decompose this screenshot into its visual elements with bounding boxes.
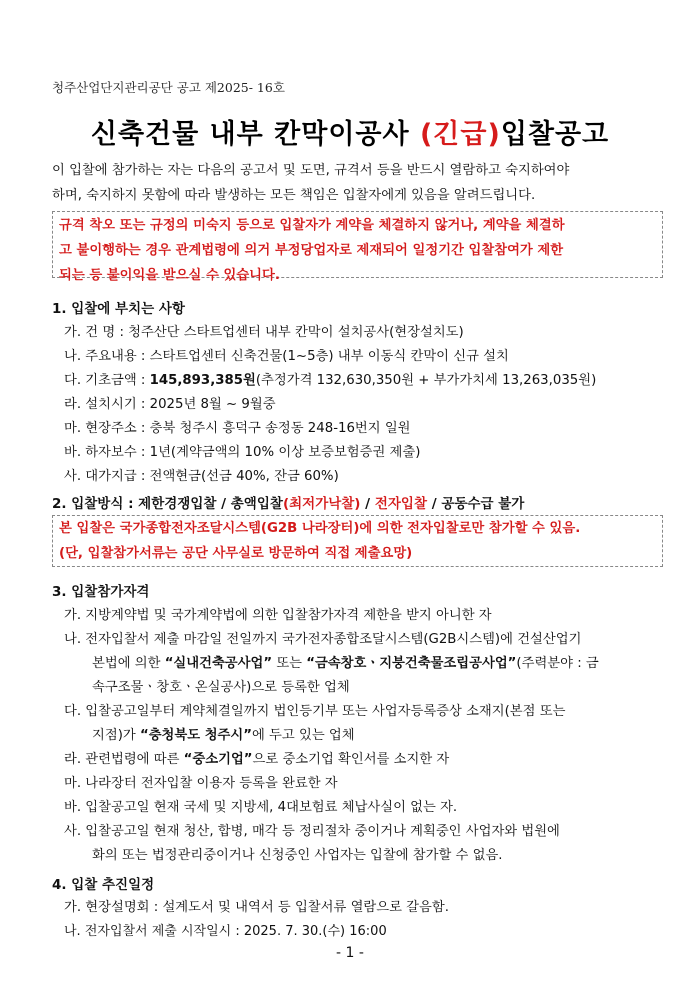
warning-line: 되는 등 불이익을 받으실 수 있습니다. xyxy=(59,268,280,283)
section-1-item: 사. 대가지급 : 전액현금(선금 40%, 잔금 60%) xyxy=(64,469,339,484)
section-1-item: 라. 설치시기 : 2025년 8월 ~ 9월중 xyxy=(64,397,276,412)
e-bidding-notice-box xyxy=(52,515,663,567)
warning-line: 규격 착오 또는 규정의 미숙지 등으로 입찰자가 계약을 체결하지 않거나, 계약을 체결하 xyxy=(59,218,565,233)
section-1-item: 다. 기초금액 : 145,893,385원(추정가격 132,630,350원 + 부가가치세 13,263,035원) xyxy=(64,373,597,388)
notice-number: 청주산업단지관리공단 공고 제2025- 16호 xyxy=(52,80,285,95)
qualification-item-cont: 화의 또는 법정관리중이거나 신청중인 사업자는 입찰에 참가할 수 없음. xyxy=(92,848,503,863)
section-1-item: 마. 현장주소 : 충북 청주시 흥덕구 송정동 248-16번지 일원 xyxy=(64,421,411,436)
qualification-item: 나. 전자입찰서 제출 마감일 전일까지 국가전자종합조달시스템(G2B시스템)에 건설산업기 xyxy=(64,632,582,647)
qualification-item: 가. 지방계약법 및 국가계약법에 의한 입찰참가자격 제한을 받지 아니한 자 xyxy=(64,608,492,623)
page-title xyxy=(0,112,700,151)
intro-paragraph xyxy=(52,158,662,208)
title-main: 신축건물 내부 칸막이공사 xyxy=(90,119,420,150)
page-number: - 1 - xyxy=(336,945,364,961)
section-4-title: 4. 입찰 추진일정 xyxy=(52,877,155,893)
qualification-item: 바. 입찰공고일 현재 국세 및 지방세, 4대보험료 체납사실이 없는 자. xyxy=(64,800,458,815)
warning-box xyxy=(52,211,663,283)
qualification-item-cont: 속구조물ㆍ창호ㆍ온실공사)으로 등록한 업체 xyxy=(92,680,350,695)
schedule-item: 나. 전자입찰서 제출 시작일시 : 2025. 7. 30.(수) 16:00 xyxy=(64,924,387,939)
title-suffix: 입찰공고 xyxy=(500,119,610,150)
qualification-item: 마. 나라장터 전자입찰 이용자 등록을 완료한 자 xyxy=(64,776,338,791)
qualification-item: 라. 관련법령에 따른 “중소기업”으로 중소기업 확인서를 소지한 자 xyxy=(64,752,450,767)
intro-line: 이 입찰에 참가하는 자는 다음의 공고서 및 도면, 규격서 등을 반드시 열람하고 숙지하여야 xyxy=(52,163,570,178)
qualification-item-cont: 지점)가 “충청북도 청주시”에 두고 있는 업체 xyxy=(92,728,355,743)
section-3-title: 3. 입찰참가자격 xyxy=(52,584,150,600)
warning-line: 고 불이행하는 경우 관계법령에 의거 부정당업자로 제재되어 일정기간 입찰참여가 제한 xyxy=(59,243,564,258)
schedule-item: 가. 현장설명회 : 설계도서 및 내역서 등 입찰서류 열람으로 갈음함. xyxy=(64,900,449,915)
notice-line: 본 입찰은 국가종합전자조달시스템(G2B 나라장터)에 의한 전자입찰로만 참가할 수 있음. xyxy=(59,521,581,536)
qualification-item: 사. 입찰공고일 현재 청산, 합병, 매각 등 정리절차 중이거나 계획중인 사업자와 법원에 xyxy=(64,824,560,839)
intro-line: 하며, 숙지하지 못함에 따라 발생하는 모든 책임은 입찰자에게 있음을 알려드립니다. xyxy=(52,188,536,203)
title-urgent-tag: (긴급) xyxy=(419,119,501,150)
qualification-item-cont: 본법에 의한 “실내건축공사업” 또는 “금속창호ㆍ지붕건축물조립공사업”(주력분야 : 금 xyxy=(92,656,599,671)
section-2-title: 2. 입찰방식 : 제한경쟁입찰 / 총액입찰(최저가낙찰) / 전자입찰 / 공동수급 불가 xyxy=(52,496,525,512)
notice-line: (단, 입찰참가서류는 공단 사무실로 방문하여 직접 제출요망) xyxy=(59,546,413,561)
qualification-item: 다. 입찰공고일부터 계약체결일까지 법인등기부 또는 사업자등록증상 소재지(본점 또는 xyxy=(64,704,566,719)
section-1-title: 1. 입찰에 부치는 사항 xyxy=(52,301,185,317)
section-1-item: 나. 주요내용 : 스타트업센터 신축건물(1~5층) 내부 이동식 칸막이 신규 설치 xyxy=(64,349,509,364)
section-1-item: 바. 하자보수 : 1년(계약금액의 10% 이상 보증보험증권 제출) xyxy=(64,445,421,460)
section-1-item: 가. 건 명 : 청주산단 스타트업센터 내부 칸막이 설치공사(현장설치도) xyxy=(64,325,464,340)
